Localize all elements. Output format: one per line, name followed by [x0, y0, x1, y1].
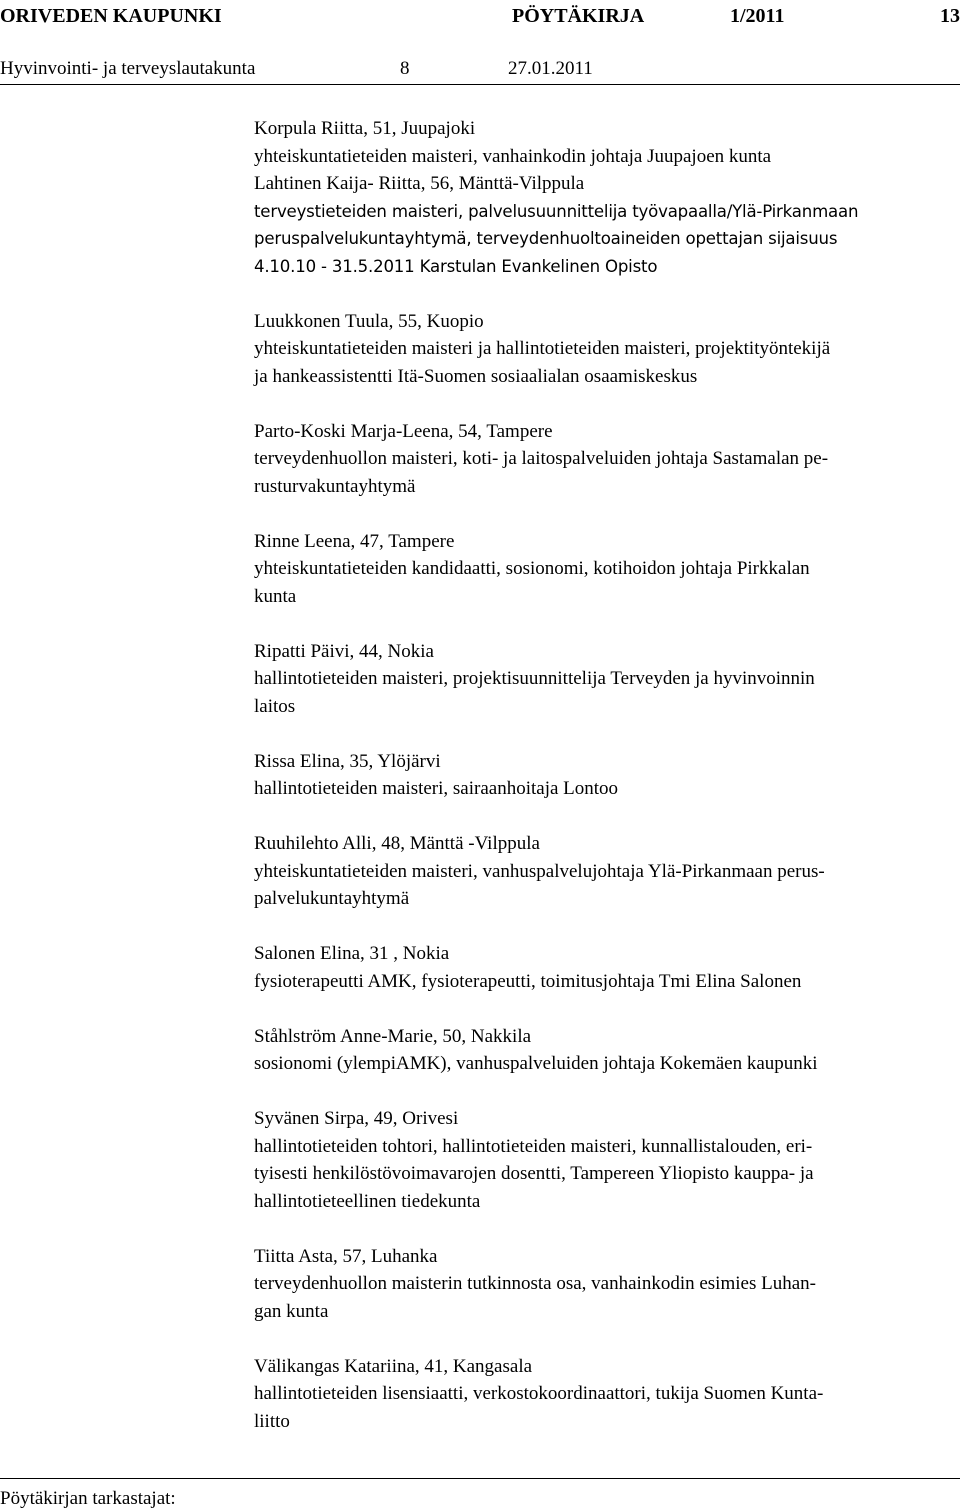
footer-divider	[0, 1478, 960, 1479]
candidate-detail-line: peruspalvelukuntayhtymä, terveydenhuoltoaineiden opettajan sijaisuus	[254, 229, 838, 248]
candidate-detail-line: hallintotieteellinen tiedekunta	[254, 1190, 481, 1212]
candidate-detail-line: terveydenhuollon maisteri, koti- ja laitospalveluiden johtaja Sastamalan pe-	[254, 448, 829, 469]
candidate-name-line: Salonen Elina, 31 , Nokia	[254, 943, 450, 964]
candidate-name-line: Luukkonen Tuula, 55, Kuopio	[254, 310, 484, 332]
minutes-checkers-label: Pöytäkirjan tarkastajat:	[0, 1488, 176, 1509]
candidate-detail-line: 4.10.10 - 31.5.2011 Karstulan Evankelinen Opisto	[254, 256, 658, 276]
candidate-entry	[254, 418, 960, 501]
candidate-entry	[254, 528, 960, 611]
candidate-detail-line: palvelukuntayhtymä	[254, 888, 410, 909]
candidate-name-line: Ruuhilehto Alli, 48, Mänttä -Vilppula	[254, 833, 540, 854]
meeting-date: 27.01.2011	[508, 58, 593, 79]
document-number: 1/2011	[730, 5, 785, 27]
candidate-name-line: Rinne Leena, 47, Tampere	[254, 530, 455, 552]
candidate-name-line: Syvänen Sirpa, 49, Orivesi	[254, 1108, 459, 1129]
candidate-detail-line: tyisesti henkilöstövoimavarojen dosentti, Tampereen Yliopisto kauppa- ja	[254, 1163, 814, 1184]
candidate-name-line: Tiitta Asta, 57, Luhanka	[254, 1245, 438, 1267]
candidate-entry	[254, 1353, 960, 1436]
candidate-detail-line: hallintotieteiden tohtori, hallintotieteiden maisteri, kunnallistalouden, eri-	[254, 1135, 813, 1157]
candidate-detail-line: fysioterapeutti AMK, fysioterapeutti, toimitusjohtaja Tmi Elina Salonen	[254, 970, 802, 992]
candidate-detail-line: rusturvakuntayhtymä	[254, 475, 416, 497]
page-number: 13	[940, 5, 960, 27]
candidate-detail-line: hallintotieteiden maisteri, sairaanhoitaja Lontoo	[254, 778, 619, 799]
candidate-name-line: Välikangas Katariina, 41, Kangasala	[254, 1355, 533, 1377]
organization-name: ORIVEDEN KAUPUNKI	[0, 5, 222, 27]
candidate-detail-line: hallintotieteiden lisensiaatti, verkostokoordinaattori, tukija Suomen Kunta-	[254, 1383, 824, 1404]
candidate-detail-line: liitto	[254, 1410, 290, 1432]
candidate-entry	[254, 1023, 960, 1078]
candidate-list	[254, 115, 960, 1463]
candidate-detail-line: gan kunta	[254, 1300, 329, 1322]
candidate-entry	[254, 1105, 960, 1215]
section-number: 8	[400, 58, 410, 79]
candidate-detail-line: laitos	[254, 695, 296, 717]
candidate-detail-line: yhteiskuntatieteiden maisteri, vanhainkodin johtaja Juupajoen kunta	[254, 145, 772, 167]
candidate-detail-line: terveystieteiden maisteri, palvelusuunnittelija työvapaalla/Ylä-Pirkanmaan	[254, 201, 859, 221]
candidate-entry	[254, 1243, 960, 1326]
document-type: PÖYTÄKIRJA	[512, 5, 645, 27]
candidate-entry	[254, 830, 960, 913]
candidate-entry	[254, 308, 960, 391]
candidate-name-line: Korpula Riitta, 51, Juupajoki	[254, 118, 476, 139]
meeting-info	[0, 54, 960, 85]
candidate-name-line: Ståhlström Anne-Marie, 50, Nakkila	[254, 1025, 532, 1047]
candidate-detail-line: sosionomi (ylempiAMK), vanhuspalveluiden johtaja Kokemäen kaupunki	[254, 1053, 818, 1074]
candidate-detail-line: kunta	[254, 585, 297, 607]
page-header	[0, 2, 960, 30]
candidate-detail-line: ja hankeassistentti Itä-Suomen sosiaalialan osaamiskeskus	[254, 365, 698, 387]
candidate-detail-line: terveydenhuollon maisterin tutkinnosta osa, vanhainkodin esimies Luhan-	[254, 1273, 816, 1294]
candidate-name-line: Parto-Koski Marja-Leena, 54, Tampere	[254, 420, 553, 442]
candidate-entry	[254, 638, 960, 721]
candidate-detail-line: hallintotieteiden maisteri, projektisuunnittelija Terveyden ja hyvinvoinnin	[254, 668, 815, 689]
candidate-entry	[254, 115, 960, 280]
candidate-name-line: Ripatti Päivi, 44, Nokia	[254, 640, 434, 662]
candidate-name-line: Rissa Elina, 35, Ylöjärvi	[254, 750, 441, 772]
candidate-detail-line: yhteiskuntatieteiden kandidaatti, sosionomi, kotihoidon johtaja Pirkkalan	[254, 558, 810, 579]
board-name: Hyvinvointi- ja terveyslautakunta	[0, 58, 256, 79]
candidate-entry	[254, 748, 960, 803]
candidate-entry	[254, 940, 960, 995]
candidate-detail-line: Lahtinen Kaija- Riitta, 56, Mänttä-Vilppula	[254, 173, 585, 194]
candidate-detail-line: yhteiskuntatieteiden maisteri ja hallintotieteiden maisteri, projektityöntekijä	[254, 338, 831, 359]
candidate-detail-line: yhteiskuntatieteiden maisteri, vanhuspalvelujohtaja Ylä-Pirkanmaan perus-	[254, 860, 825, 882]
